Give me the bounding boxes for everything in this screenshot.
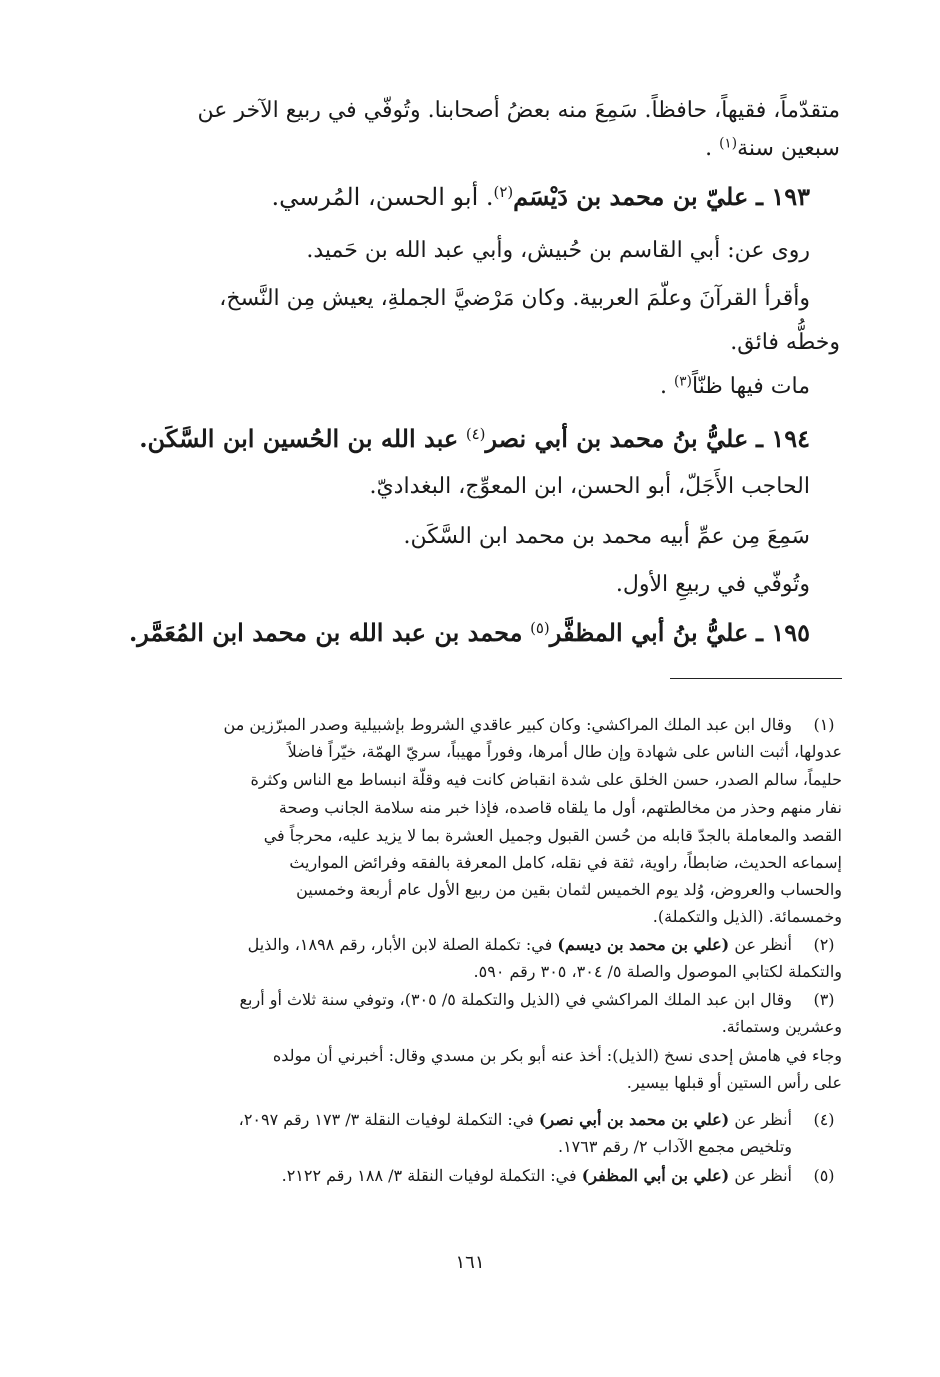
- footnote-line: القصد والمعاملة بالجدّ قابله من حُسن القبول وجميل العشرة بما لا يزيد عليه، محرجاً في: [263, 826, 842, 845]
- footnote-ref: (٤): [465, 424, 486, 443]
- footnote-line: وقال ابن عبد الملك المراكشي في (الذيل والتكملة ٥/ ٣٠٥)، وتوفي سنة ثلاث أو أربع: [239, 990, 792, 1009]
- footnote-number: (٣): [813, 990, 835, 1009]
- main-text-fragment: مات فيها ظنّاً: [691, 374, 810, 399]
- footnote-number: (٥): [813, 1166, 835, 1185]
- footnote-line: نفار منهم وحذر من مخالطتهم، أول ما يلقاه قاصده، فإذا خبر منه سلامة الجانب وصحة: [278, 798, 842, 817]
- footnote-line: إسماعه الحديث، ضابطاً، راوية، ثقة في نقله، كامل المعرفة بالفقه وفرائض المواريث: [289, 853, 842, 872]
- entry-heading-195: [129, 618, 810, 647]
- main-text-line: متقدّماً، فقيهاً، حافظاً. سَمِعَ منه بعضُ أصحابنا. وتُوفّي في ربيع الآخر عن: [197, 98, 840, 123]
- main-text-line: وتُوفّي في ربيعِ الأول.: [615, 572, 810, 597]
- main-text-line: الحاجب الأَجَلّ، أبو الحسن، ابن المعوِّج، البغداديّ.: [369, 474, 810, 499]
- footnote-line: [239, 1110, 792, 1129]
- footnote-number: (٤): [813, 1110, 835, 1129]
- footnote-text: في: تكملة الصلة لابن الأبار، رقم ١٨٩٨، والذيل: [247, 935, 553, 954]
- footnote-line: عدولها، أثبت الناس على شهادة وإن طال أمرها، وفوراً مهيباً، سريّ الهمّة، خيّراً فاضلاً: [287, 742, 842, 761]
- main-text-line: سَمِعَ مِن عمِّ أبيه محمد بن محمد ابن السَّكَن.: [403, 524, 810, 549]
- entry-number: ١٩٣ ـ: [755, 182, 810, 211]
- main-text-line: روى عن: أبي القاسم بن حُبيش، وأبي عبد الله بن حَميد.: [306, 238, 810, 263]
- main-text-line: وخطُّه فائق.: [730, 330, 840, 355]
- footnote-subject: (علي بن أبي المظفر): [581, 1166, 730, 1185]
- footnote-line: وخمسمائة. (الذيل والتكملة).: [652, 907, 842, 926]
- main-text-fragment: سبعين سنة: [737, 136, 840, 161]
- footnote-number: (١): [813, 715, 835, 734]
- main-text-line: [705, 136, 840, 161]
- footnote-text: أنظر عن: [734, 1166, 792, 1185]
- entry-kunya: . أبو الحسن، المُرسي.: [271, 183, 494, 211]
- footnote-line: وتلخيص مجمع الآداب ٢/ رقم ١٧٦٣.: [557, 1137, 792, 1156]
- footnote-ref: (٢): [493, 182, 514, 201]
- footnote-text: أنظر عن: [734, 1110, 792, 1129]
- entry-number: ١٩٤ ـ: [755, 424, 810, 453]
- footnote-line: وقال ابن عبد الملك المراكشي: وكان كبير عاقدي الشروط بإشبيلية وصدر المبرّزين من: [223, 715, 792, 734]
- footnote-subject: (علي بن محمد بن أبي نصر): [538, 1110, 730, 1129]
- entry-name-continued: محمد بن عبد الله بن محمد ابن المُعَمَّر.: [128, 618, 523, 647]
- main-text-line: وأقرأ القرآنَ وعلّمَ العربية. وكان مَرْضيَّ الجملةِ، يعيش مِن النَّسخ،: [219, 286, 810, 311]
- footnote-ref: (١): [719, 135, 738, 152]
- footnote-separator: [670, 678, 842, 679]
- entry-number: ١٩٥ ـ: [755, 618, 810, 647]
- footnote-line: [282, 1166, 792, 1185]
- entry-heading-193: [272, 182, 811, 211]
- footnote-line: [248, 935, 792, 954]
- page-number: ١٦١: [455, 1252, 485, 1273]
- punctuation: .: [659, 374, 674, 399]
- footnote-subject: (علي بن محمد بن ديسم): [557, 935, 730, 954]
- footnote-line: والحساب والعروض، وُلد يوم الخميس لثمان بقين من ربيع الأول عام أربعة وخمسين: [296, 880, 842, 899]
- main-text-line: [660, 374, 810, 399]
- footnote-line: وجاء في هامش إحدى نسخ (الذيل): أخذ عنه أبو بكر بن مسدي وقال: أخبرني أن مولده: [272, 1046, 842, 1065]
- footnote-line: حليماً، سالم الصدر، حسن الخلق على شدة انقباض كانت فيه وقلّة انبساط مع الناس وكثرة: [250, 770, 842, 789]
- entry-heading-194: [139, 424, 810, 453]
- punctuation: .: [705, 136, 720, 161]
- entry-name-continued: عبد الله بن الحُسين ابن السَّكَن.: [139, 424, 459, 453]
- footnote-text: في: التكملة لوفيات النقلة ٣/ ١٨٨ رقم ٢١٢٢.: [281, 1166, 577, 1185]
- entry-name: عليُّ بنُ أبي المظفَّر: [549, 618, 749, 647]
- footnote-ref: (٣): [673, 373, 692, 390]
- footnote-line: على رأس الستين أو قبلها بيسير.: [626, 1073, 842, 1092]
- entry-name: عليّ بن محمد بن دَيْسَم: [513, 182, 749, 211]
- footnote-line: والتكملة لكتابي الموصول والصلة ٥/ ٣٠٤، ٣٠٥ رقم ٥٩٠.: [473, 962, 842, 981]
- footnote-text: أنظر عن: [734, 935, 792, 954]
- footnote-ref: (٥): [530, 618, 550, 637]
- footnote-line: وعشرين وستمائة.: [721, 1017, 842, 1036]
- entry-name: عليُّ بنُ محمد بن أبي نصر: [485, 424, 749, 453]
- footnote-number: (٢): [813, 935, 835, 954]
- footnote-text: في: التكملة لوفيات النقلة ٣/ ١٧٣ رقم ٢٠٩٧،: [238, 1110, 534, 1129]
